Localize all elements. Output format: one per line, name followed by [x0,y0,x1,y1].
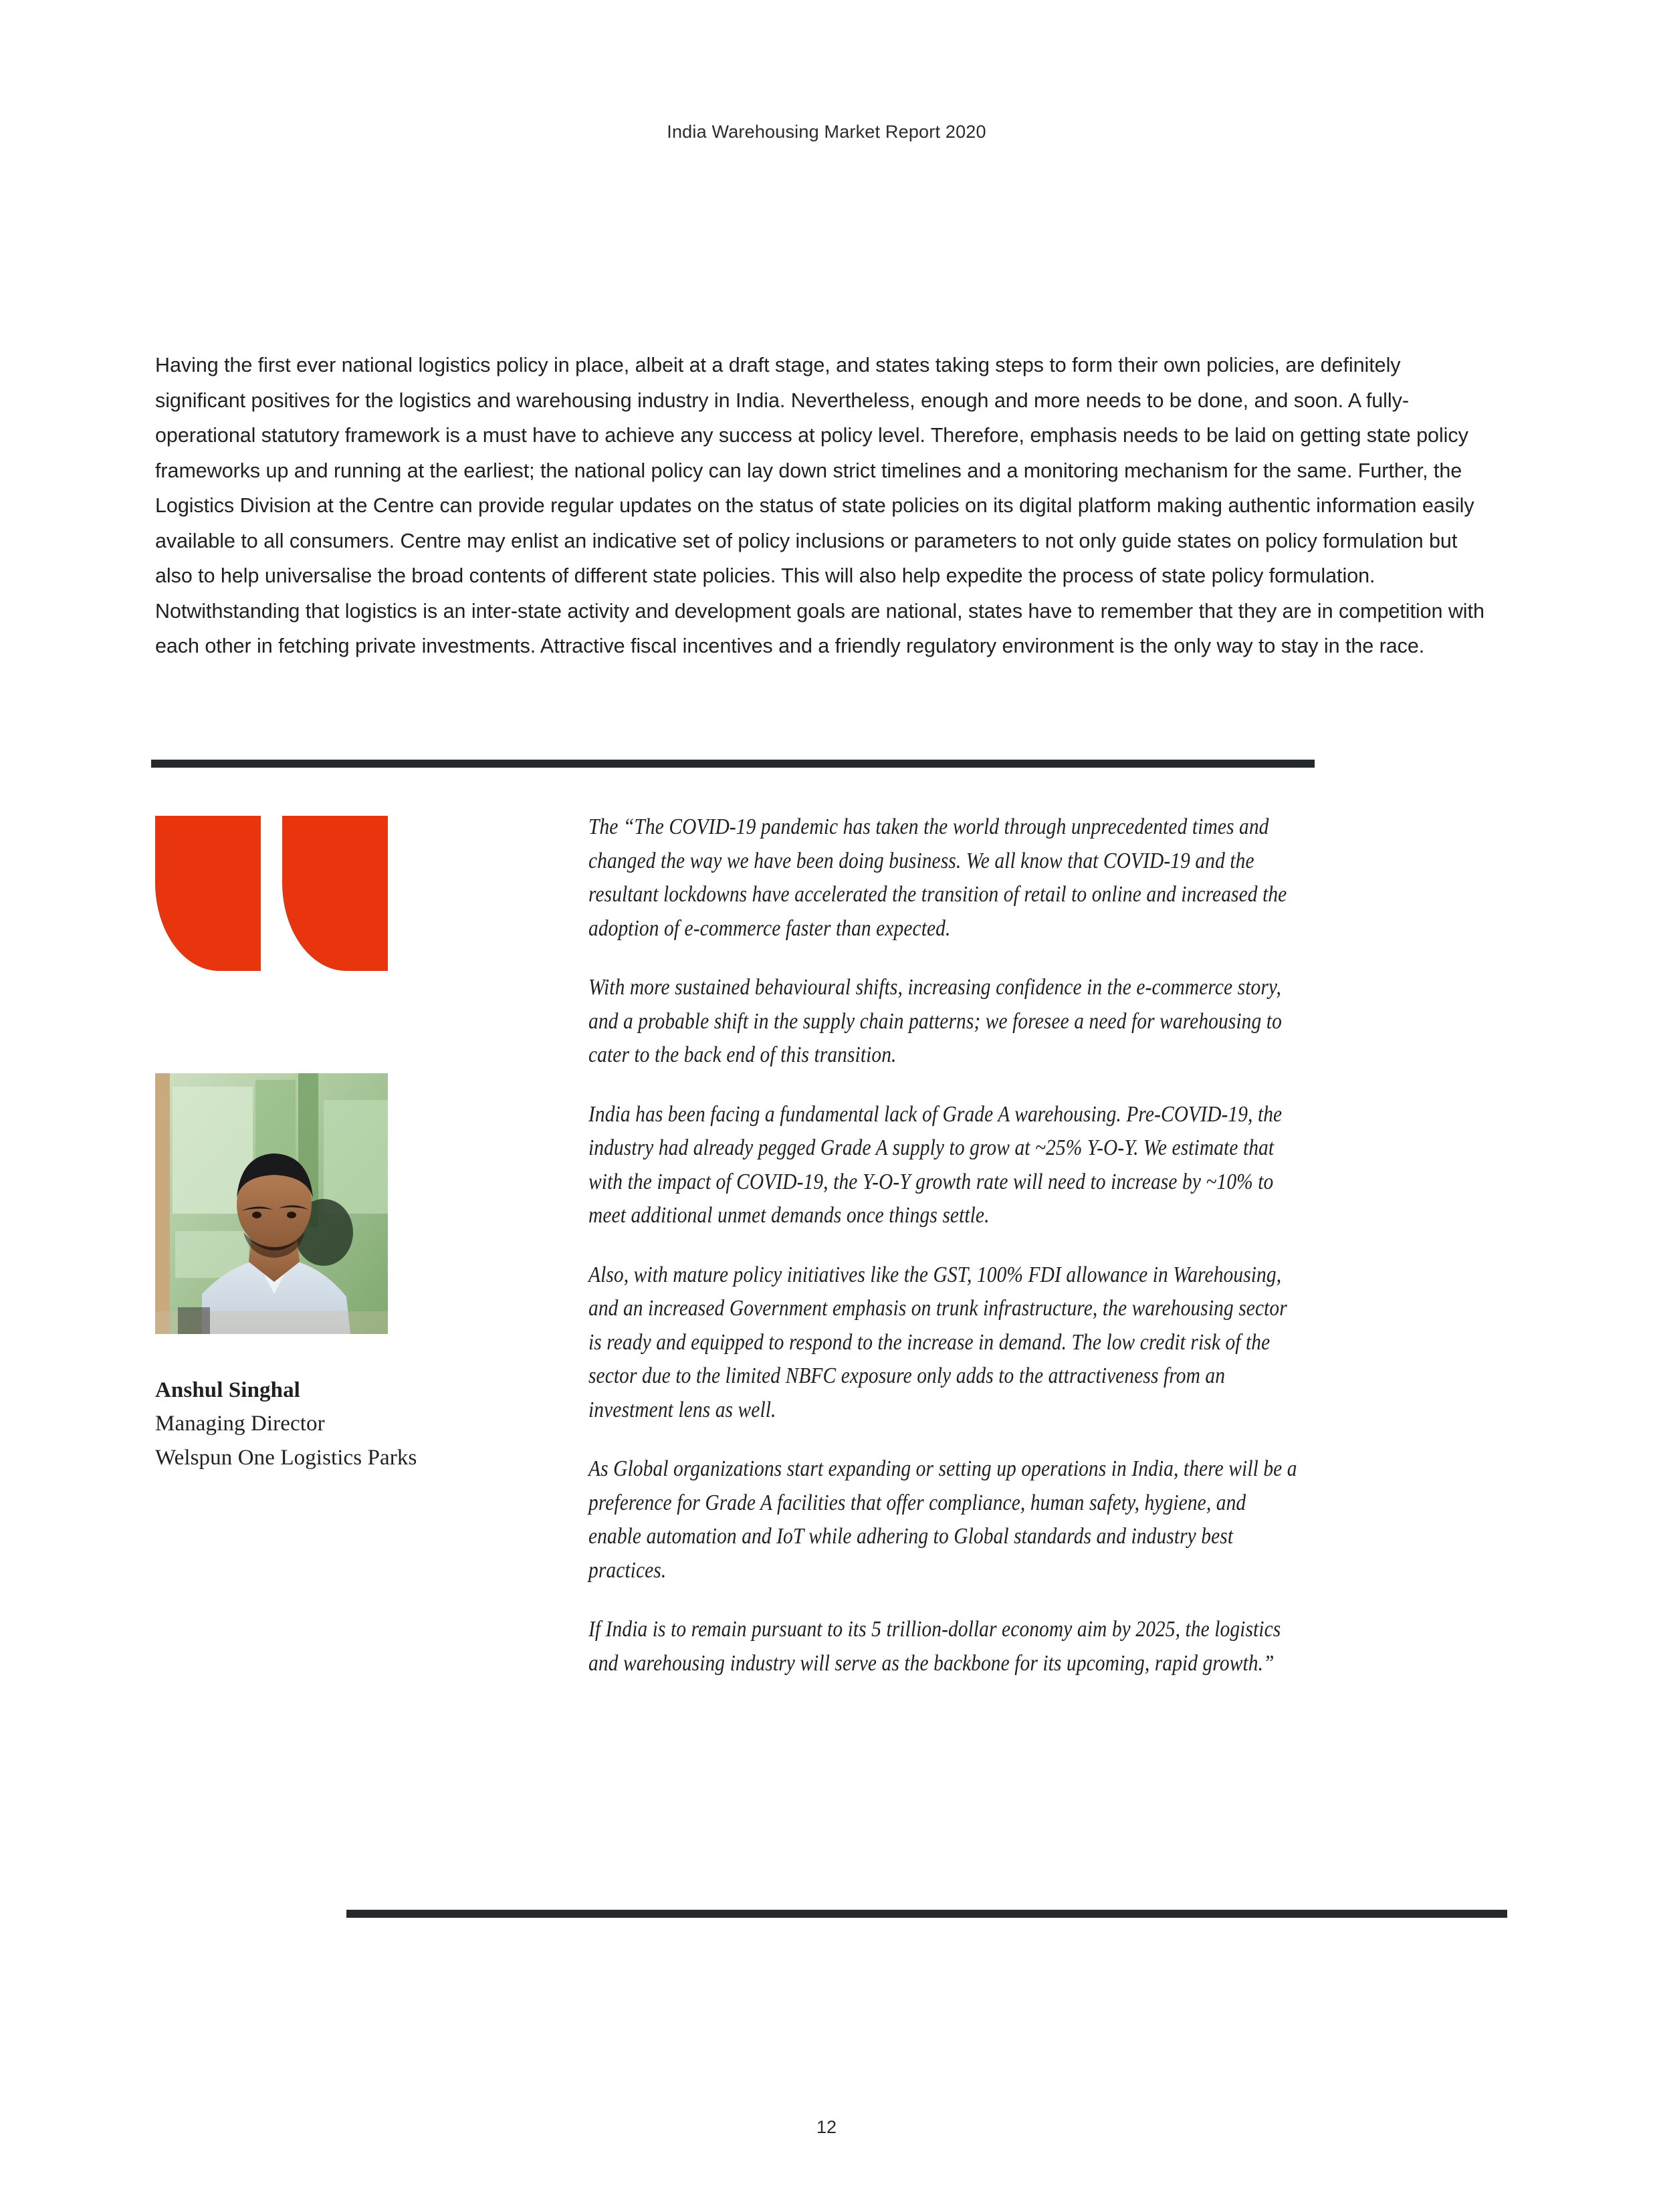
speaker-role: Managing Director [155,1412,325,1436]
running-header: India Warehousing Market Report 2020 [667,122,986,142]
speaker-organisation: Welspun One Logistics Parks [155,1446,417,1470]
section-divider-top [151,760,1315,768]
quote-text-column [588,810,1304,1680]
double-quote-icon [155,816,389,971]
quote-glyph-right [282,816,388,971]
quote-paragraph: Also, with mature policy initiatives like the GST, 100% FDI allowance in Warehousing, and an increased Government emphasis on trunk infrastructure, the warehousing sector is ready and equipped to respond to the increase in demand. The low credit risk of the sector due to the limited NBFC exposure only adds to the attractiveness from an investment lens as well. [588,1262,1287,1422]
quote-attribution [155,1374,530,1475]
page-number: 12 [816,2117,837,2137]
quote-glyph-left [155,816,261,971]
executive-quote-block [155,816,1486,1859]
section-divider-bottom [346,1910,1507,1918]
quote-paragraph: The “The COVID-19 pandemic has taken the world through unprecedented times and changed the way we have been doing business. We all know that COVID-19 and the resultant lockdowns have accelerated the transition of retail to online and increased the adoption of e-commerce faster than expected. [588,814,1287,941]
quote-paragraph: India has been facing a fundamental lack of Grade A warehousing. Pre-COVID-19, the industry had already pegged Grade A supply to grow at ~25% Y-O-Y. We estimate that with the impact of COVID-19, the Y-O-Y growth rate will need to increase by ~10% to meet additional unmet demands once things settle. [588,1101,1283,1228]
speaker-portrait [155,1073,388,1334]
quote-paragraph: If India is to remain pursuant to its 5 trillion-dollar economy aim by 2025, the logistics and warehousing industry will serve as the backbone for its upcoming, rapid growth.” [588,1617,1281,1676]
intro-paragraph: Having the first ever national logistics policy in place, albeit at a draft stage, and states taking steps to form their own policies, are definitely significant positives for the logistics and warehousing industry in India. Nevertheless, enough and more needs to be done, and soon. A fully-operational statutory framework is a must have to achieve any success at policy level. Therefore, emphasis needs to be laid on getting state policy frameworks up and running at the earliest; the national policy can lay down strict timelines and a monitoring mechanism for the same. Further, the Logistics Division at the Centre can provide regular updates on the status of state policies on its digital platform making authentic information easily available to all consumers. Centre may enlist an indicative set of policy inclusions or parameters to not only guide states on policy formulation but also to help universalise the broad contents of different state policies. This will also help expedite the process of state policy formulation. Notwithstanding that logistics is an inter-state activity and development goals are national, states have to remember that they are in competition with each other in fetching private investments. Attractive fiscal incentives and a friendly regulatory environment is the only way to stay in the race. [155,354,1484,657]
speaker-name: Anshul Singhal [155,1378,300,1402]
quote-paragraph: With more sustained behavioural shifts, increasing confidence in the e-commerce story, and a probable shift in the supply chain patterns; we foresee a need for warehousing to cater to the back end of this transition. [588,975,1282,1067]
quote-aside [155,816,563,1470]
quote-paragraph: As Global organizations start expanding or setting up operations in India, there will be a preference for Grade A facilities that offer compliance, human safety, hygiene, and enable automation and IoT while adhering to Global standards and industry best practices. [588,1456,1297,1583]
